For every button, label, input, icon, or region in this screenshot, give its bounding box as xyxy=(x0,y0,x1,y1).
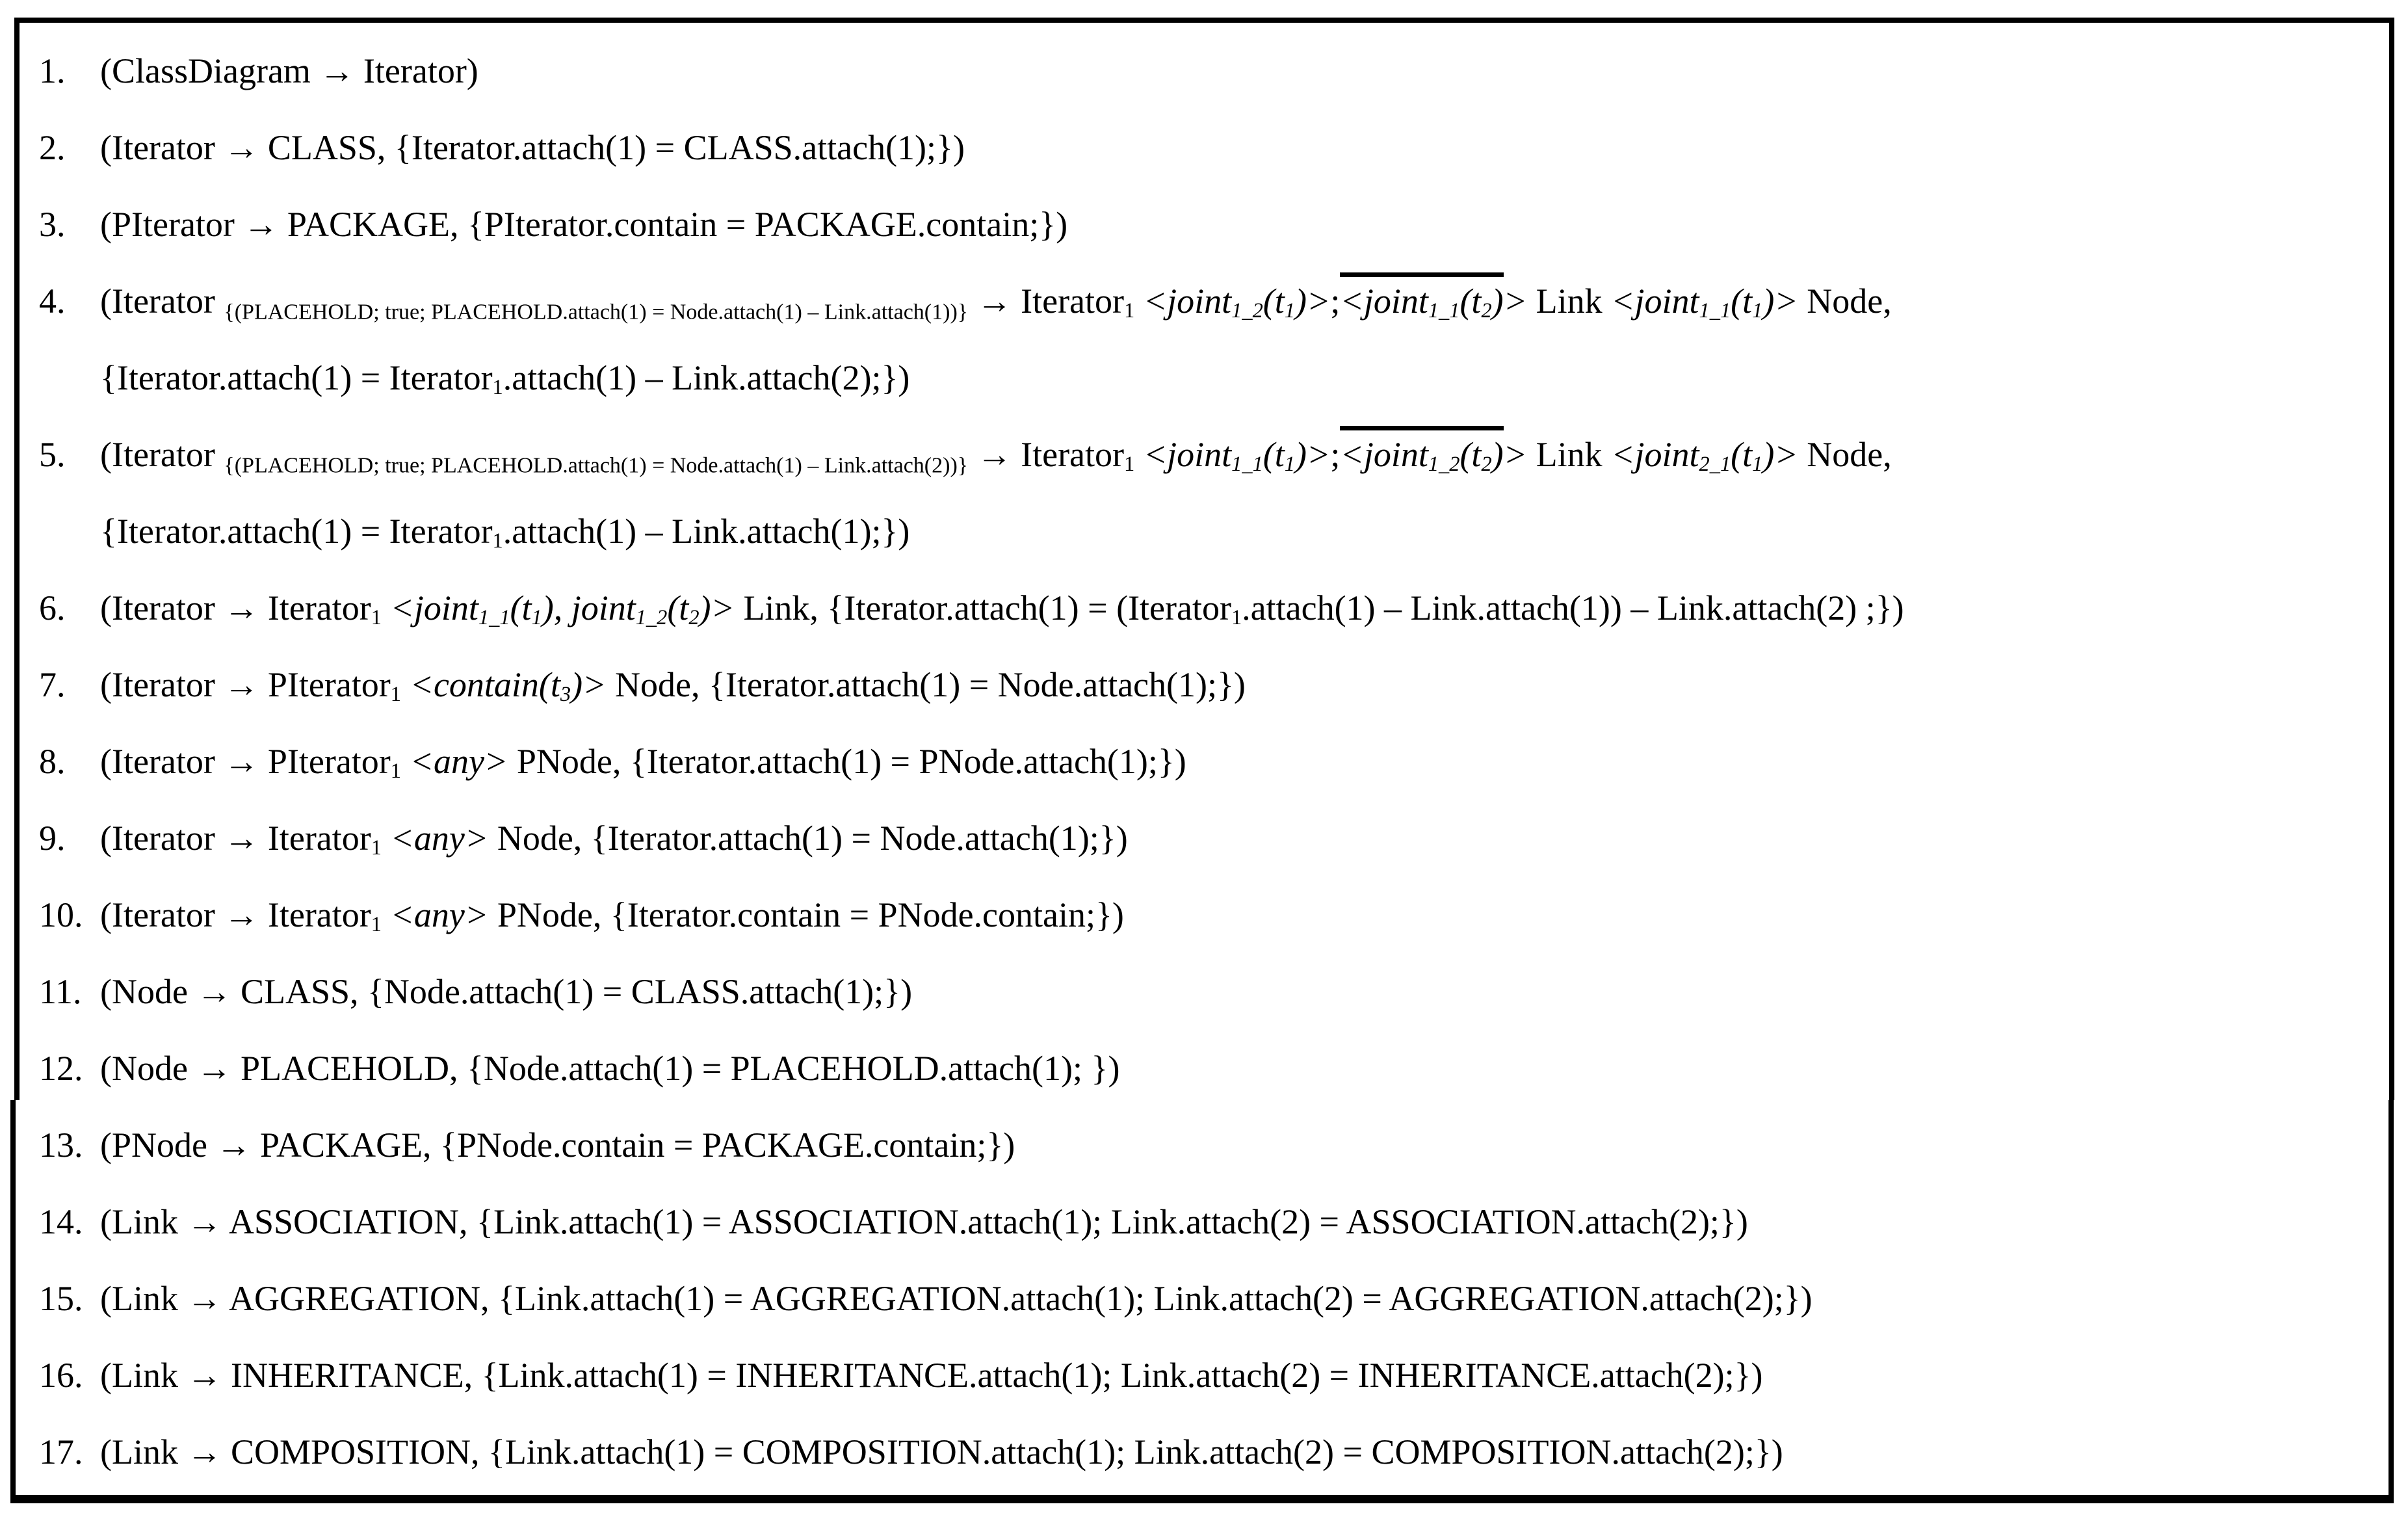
rule-text-segment: 2 xyxy=(1481,299,1492,323)
rule-text-segment: Link xyxy=(1527,282,1612,321)
rule-text-segment: → Iterator xyxy=(968,435,1125,474)
rule-text-segment: 1_2 xyxy=(1428,453,1460,477)
rule-text-segment: <joint xyxy=(1143,435,1232,474)
rule-row xyxy=(39,1183,2373,1260)
rule-text-segment: (Iterator xyxy=(100,435,224,474)
rule-row xyxy=(39,1414,2373,1490)
rule-text-segment: .attach(1) – Link.attach(1);}) xyxy=(503,512,910,551)
rule-text-segment: (Iterator → Iterator xyxy=(100,819,371,858)
rule-row xyxy=(39,800,2373,876)
rule-text-segment: 1_2 xyxy=(635,606,668,630)
rule-text-segment: (PIterator → PACKAGE, {PIterator.contain = PACKAGE.contain;}) xyxy=(100,205,1068,244)
rule-content xyxy=(100,953,2373,1030)
rule-text-segment: Node, {Iterator.attach(1) = Node.attach(1);}) xyxy=(606,665,1246,704)
rule-number: 8. xyxy=(39,742,66,781)
rule-line xyxy=(100,339,2373,416)
rule-line xyxy=(100,1030,2373,1107)
rule-text-segment: (ClassDiagram → Iterator) xyxy=(100,51,478,90)
rule-text-segment: (Link → COMPOSITION, {Link.attach(1) = COMPOSITION.attach(1); Link.attach(2) = COMPOSITION.attach(2);}) xyxy=(100,1432,1783,1471)
rule-number: 11. xyxy=(39,972,82,1011)
rule-text-segment: )> xyxy=(1762,435,1798,474)
rule-text-segment: <joint xyxy=(1143,282,1232,321)
rule-text-segment: 1 xyxy=(1124,453,1135,477)
rule-line xyxy=(100,876,2373,953)
rule-text-segment: 1 xyxy=(492,376,503,400)
rule-content xyxy=(100,1183,2373,1260)
rule-text-segment: 1 xyxy=(371,913,382,937)
rule-number: 16. xyxy=(39,1356,83,1395)
rule-text-segment: ) xyxy=(1491,435,1504,474)
overline-expression xyxy=(1340,272,1503,323)
rule-number: 3. xyxy=(39,205,66,244)
rule-text-segment: (Link → ASSOCIATION, {Link.attach(1) = ASSOCIATION.attach(1); Link.attach(2) = ASSOCIATION.attach(2);}) xyxy=(100,1202,1748,1241)
rule-text-segment: (t xyxy=(1263,435,1285,474)
grammar-rules-list xyxy=(39,33,2373,1490)
rule-text-segment: > xyxy=(1503,435,1528,474)
rule-line xyxy=(100,646,2373,723)
rule-text-segment xyxy=(382,588,391,627)
rule-number: 17. xyxy=(39,1432,83,1471)
rule-text-segment: → Iterator xyxy=(968,282,1125,321)
rule-content xyxy=(100,33,2373,109)
rule-text-segment: <any> xyxy=(390,895,489,934)
overline-expression xyxy=(1340,426,1503,477)
rule-text-segment: (Node → CLASS, {Node.attach(1) = CLASS.attach(1);}) xyxy=(100,972,913,1011)
rule-line xyxy=(100,186,2373,263)
rule-number: 10. xyxy=(39,895,83,934)
rule-text-segment: )> xyxy=(1294,282,1331,321)
rule-text-segment: 1 xyxy=(371,606,382,630)
rule-text-segment: PNode, {Iterator.contain = PNode.contain;}) xyxy=(488,895,1124,934)
rule-text-segment: 1 xyxy=(390,759,401,784)
rule-content xyxy=(100,1414,2373,1490)
rule-content xyxy=(100,646,2373,723)
rule-text-segment xyxy=(382,895,391,934)
rule-row xyxy=(39,876,2373,953)
rule-content xyxy=(100,1337,2373,1414)
rule-text-segment xyxy=(382,819,391,858)
rule-text-segment: Link xyxy=(1527,435,1612,474)
rule-text-segment: (PNode → PACKAGE, {PNode.contain = PACKAGE.contain;}) xyxy=(100,1126,1015,1165)
rule-text-segment: 2 xyxy=(688,606,700,630)
rule-text-segment: (t xyxy=(667,588,689,627)
rule-text-segment: (Iterator → Iterator xyxy=(100,588,371,627)
rule-content xyxy=(100,186,2373,263)
rule-line xyxy=(100,493,2373,570)
rule-content xyxy=(100,263,2373,416)
rule-text-segment: (Link → AGGREGATION, {Link.attach(1) = AGGREGATION.attach(1); Link.attach(2) = AGGREGATION.attach(2);}) xyxy=(100,1279,1813,1318)
rule-line xyxy=(100,1337,2373,1414)
rule-content xyxy=(100,1260,2373,1337)
rule-text-segment: (Link → INHERITANCE, {Link.attach(1) = INHERITANCE.attach(1); Link.attach(2) = INHERITANCE.attach(2);}) xyxy=(100,1356,1763,1395)
rule-line xyxy=(100,1183,2373,1260)
rule-text-segment: 1 xyxy=(1284,299,1295,323)
rule-number: 4. xyxy=(39,282,66,321)
rule-line xyxy=(100,1414,2373,1490)
rule-text-segment: 1_2 xyxy=(1231,299,1263,323)
rule-line xyxy=(100,723,2373,800)
rule-text-segment: )> xyxy=(1762,282,1798,321)
rule-text-segment: <joint xyxy=(1611,282,1699,321)
rule-text-segment: ) xyxy=(1491,282,1504,321)
rule-text-segment: )> xyxy=(1294,435,1331,474)
rule-text-segment: <joint xyxy=(1340,282,1428,321)
rule-number: 12. xyxy=(39,1049,83,1088)
rule-text-segment: > xyxy=(1503,282,1528,321)
rule-line xyxy=(100,800,2373,876)
rule-row xyxy=(39,109,2373,186)
rule-text-segment: PNode, {Iterator.attach(1) = PNode.attach(1);}) xyxy=(508,742,1186,781)
rule-text-segment: 1_1 xyxy=(1428,299,1460,323)
rule-text-segment: <any> xyxy=(410,742,508,781)
rule-text-segment: (Iterator → Iterator xyxy=(100,895,371,934)
rule-text-segment: (Node → PLACEHOLD, {Node.attach(1) = PLACEHOLD.attach(1); }) xyxy=(100,1049,1120,1088)
rule-text-segment: <joint xyxy=(1340,435,1428,474)
rule-content xyxy=(100,1030,2373,1107)
rule-text-segment: 1 xyxy=(390,683,401,707)
rule-text-segment xyxy=(401,665,410,704)
rule-line xyxy=(100,416,2373,493)
rule-number: 13. xyxy=(39,1126,83,1165)
rule-content xyxy=(100,109,2373,186)
rule-number: 6. xyxy=(39,588,66,627)
rule-text-segment: 2_1 xyxy=(1699,453,1731,477)
rule-row xyxy=(39,1337,2373,1414)
rule-line xyxy=(100,263,2373,339)
rule-row xyxy=(39,186,2373,263)
rule-row xyxy=(39,1260,2373,1337)
rule-row xyxy=(39,646,2373,723)
rule-number: 7. xyxy=(39,665,66,704)
rule-text-segment: (Iterator → PIterator xyxy=(100,742,391,781)
rule-text-segment: 1 xyxy=(1284,453,1295,477)
rule-text-segment: (t xyxy=(1263,282,1285,321)
rule-row xyxy=(39,33,2373,109)
rule-text-segment: (t xyxy=(1731,282,1753,321)
rule-text-segment: ; xyxy=(1330,435,1341,474)
rule-text-segment xyxy=(401,742,410,781)
rule-text-segment: (Iterator → PIterator xyxy=(100,665,391,704)
rule-text-segment: (Iterator xyxy=(100,282,224,321)
rule-line xyxy=(100,1260,2373,1337)
rule-line xyxy=(100,1107,2373,1183)
rule-text-segment: <contain(t xyxy=(410,665,560,704)
rule-number: 15. xyxy=(39,1279,83,1318)
rule-text-segment: <joint xyxy=(390,588,478,627)
rule-text-segment: (t xyxy=(1731,435,1753,474)
rule-text-segment: )> xyxy=(571,665,607,704)
rule-text-segment: 1_1 xyxy=(478,606,510,630)
rule-text-segment: .attach(1) – Link.attach(1)) – Link.attach(2) ;}) xyxy=(1242,588,1904,627)
rule-number: 14. xyxy=(39,1202,83,1241)
rule-content xyxy=(100,570,2373,646)
rule-text-segment: Link, {Iterator.attach(1) = (Iterator xyxy=(734,588,1231,627)
rule-text-segment: {(PLACEHOLD; true; PLACEHOLD.attach(1) = Node.attach(1) – Link.attach(1))} xyxy=(224,300,969,324)
rule-text-segment xyxy=(1134,435,1144,474)
rule-text-segment: 1 xyxy=(492,529,503,553)
rule-row xyxy=(39,1030,2373,1107)
rule-row xyxy=(39,263,2373,416)
rule-line xyxy=(100,33,2373,109)
rule-text-segment: 1 xyxy=(371,836,382,860)
rule-text-segment: Node, xyxy=(1798,282,1892,321)
rule-content xyxy=(100,416,2373,570)
rule-number: 9. xyxy=(39,819,66,858)
rule-text-segment: )> xyxy=(699,588,735,627)
rule-content xyxy=(100,800,2373,876)
rule-number: 1. xyxy=(39,51,66,90)
rule-text-segment: (Iterator → CLASS, {Iterator.attach(1) = CLASS.attach(1);}) xyxy=(100,128,965,167)
rule-row xyxy=(39,1107,2373,1183)
rule-text-segment: ; xyxy=(1330,282,1341,321)
rule-row xyxy=(39,570,2373,646)
rule-text-segment: Node, xyxy=(1798,435,1892,474)
rule-text-segment: 1 xyxy=(1752,299,1763,323)
rule-text-segment: {Iterator.attach(1) = Iterator xyxy=(100,358,493,397)
rule-text-segment: .attach(1) – Link.attach(2);}) xyxy=(503,358,910,397)
rule-content xyxy=(100,1107,2373,1183)
rule-text-segment: 2 xyxy=(1481,453,1492,477)
rule-text-segment: Node, {Iterator.attach(1) = Node.attach(1);}) xyxy=(488,819,1128,858)
rule-text-segment: 1 xyxy=(1752,453,1763,477)
rule-text-segment: 1 xyxy=(1124,299,1135,323)
rule-row xyxy=(39,723,2373,800)
rule-text-segment: (t xyxy=(1459,282,1482,321)
rule-line xyxy=(100,109,2373,186)
rule-text-segment: (t xyxy=(510,588,532,627)
rule-row xyxy=(39,416,2373,570)
rule-number: 5. xyxy=(39,435,66,474)
rule-line xyxy=(100,953,2373,1030)
rule-text-segment: 1 xyxy=(1231,606,1242,630)
rule-text-segment: 1 xyxy=(531,606,542,630)
rule-text-segment xyxy=(1134,282,1144,321)
rule-text-segment: <any> xyxy=(390,819,489,858)
rule-text-segment: 3 xyxy=(560,683,571,707)
rule-text-segment: {(PLACEHOLD; true; PLACEHOLD.attach(1) = Node.attach(1) – Link.attach(2))} xyxy=(224,453,969,478)
rule-text-segment: ), joint xyxy=(542,588,636,627)
rule-row xyxy=(39,953,2373,1030)
rule-text-segment: 1_1 xyxy=(1231,453,1263,477)
rule-text-segment: {Iterator.attach(1) = Iterator xyxy=(100,512,493,551)
rule-text-segment: 1_1 xyxy=(1699,299,1731,323)
rule-number: 2. xyxy=(39,128,66,167)
rule-text-segment: (t xyxy=(1459,435,1482,474)
rule-line xyxy=(100,570,2373,646)
rule-content xyxy=(100,876,2373,953)
rule-content xyxy=(100,723,2373,800)
rule-text-segment: <joint xyxy=(1611,435,1699,474)
